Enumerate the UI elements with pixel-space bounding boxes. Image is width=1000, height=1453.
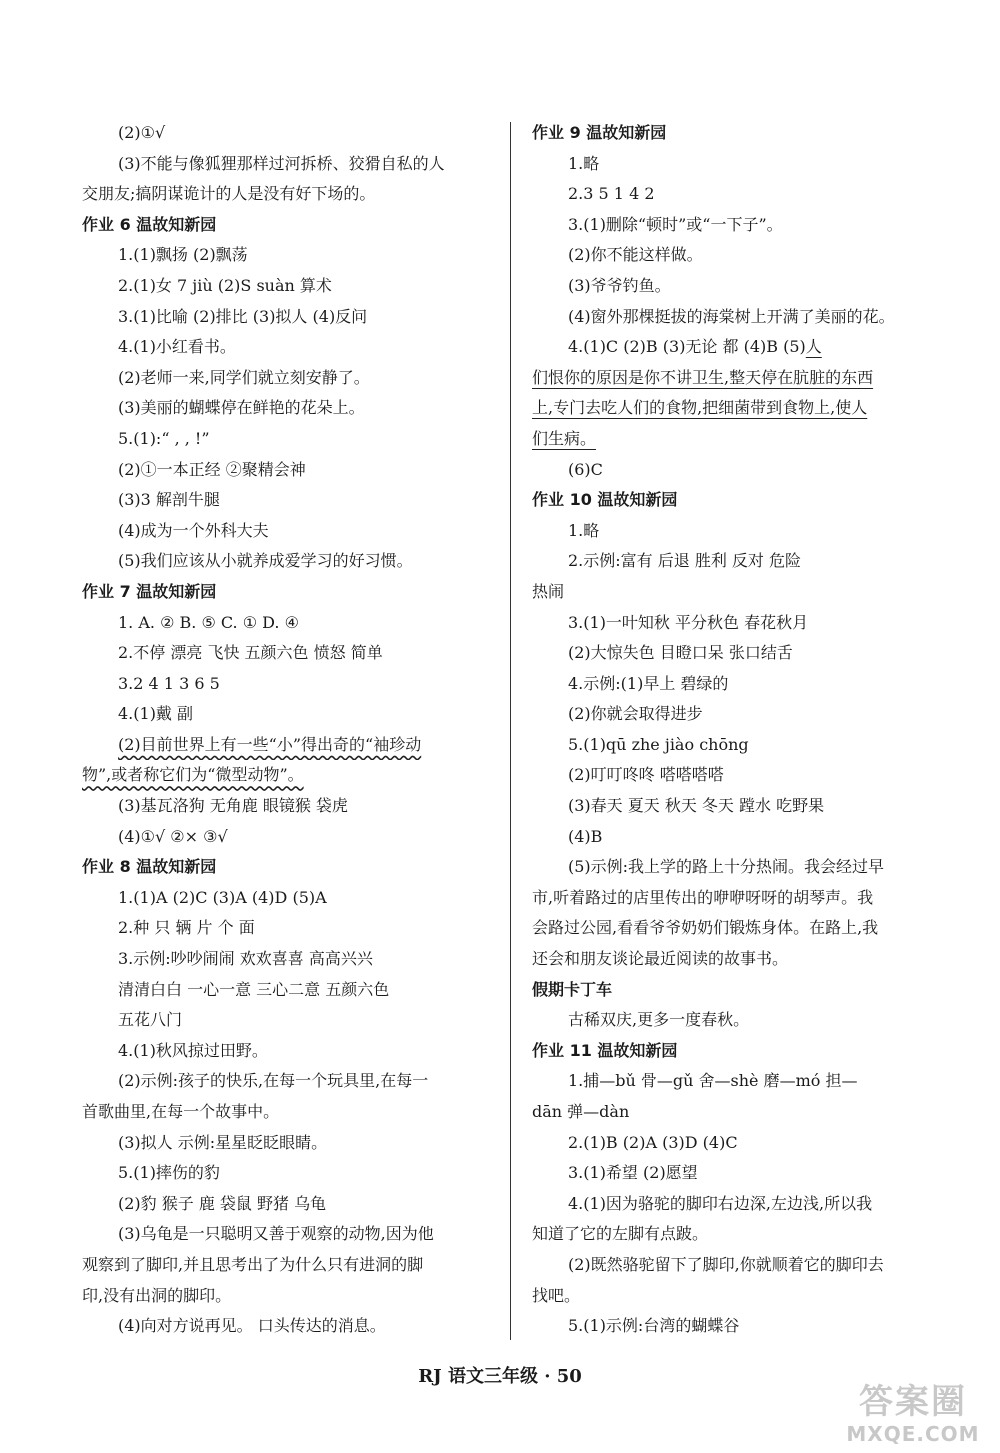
answer-line [532,332,944,363]
answer-line: 五花八门 [118,1010,183,1030]
answer-line: 2.3 5 1 4 2 [568,184,655,204]
section-heading: 假期卡丁车 [532,979,613,999]
section-heading: 作业 6 温故知新园 [82,214,217,234]
answer-text: (2)目前世界上有一些“小”得出奇的“袖珍动 [118,734,422,754]
answer-line: 1.(1)飘扬 (2)飘荡 [118,245,248,265]
answer-line: (2)既然骆驼留下了脚印,你就顺着它的脚印去 [568,1254,884,1274]
section-heading: 作业 10 温故知新园 [532,490,678,510]
answer-text: 4.(1)C (2)B (3)无论 都 (4)B (5) [568,337,806,357]
answer-line: dān 弹—dàn [532,1102,630,1121]
answer-text: 上,专门去吃人们的食物,把细菌带到食物上,使人 [532,398,868,418]
page-footer: RJ 语文三年级 · 50 [418,1366,582,1387]
answer-line: (3)不能与像狐狸那样过河拆桥、狡猾自私的人 [118,153,445,173]
answer-line: 5.(1)摔伤的豹 [118,1163,220,1183]
watermark-title: 答案圈 [859,1382,967,1422]
answer-text: 们恨你的原因是你不讲卫生,整天停在肮脏的东西 [532,367,874,387]
answer-line: 知道了它的左脚有点跛。 [532,1224,709,1244]
answer-line: (2)你就会取得进步 [568,704,703,724]
answer-line: 4.(1)小红看书。 [118,337,236,357]
answer-line: (2)①√ [118,123,166,142]
answer-line: (3)美丽的蝴蝶停在鲜艳的花朵上。 [118,398,365,418]
answer-line: 4.(1)因为骆驼的脚印右边深,左边浅,所以我 [568,1193,873,1213]
answer-line: (5)示例:我上学的路上十分热闹。我会经过早 [568,857,885,877]
answer-line: 2.种 只 辆 片 个 面 [118,918,255,938]
answer-line: (2)叮叮咚咚 嗒嗒嗒嗒 [568,765,724,785]
answer-line: 4.(1)戴 副 [118,704,194,724]
answer-line: (2)老师一来,同学们就立刻安静了。 [118,367,370,387]
answer-line: (3)基瓦洛狗 无角鹿 眼镜猴 袋虎 [118,796,348,816]
section-heading: 作业 8 温故知新园 [82,857,217,877]
answer-line: 3.(1)删除“顿时”或“一下子”。 [568,214,783,234]
answer-line: 3.示例:吵吵闹闹 欢欢喜喜 高高兴兴 [118,949,373,969]
answer-line: 会路过公园,看看爷爷奶奶们锻炼身体。在路上,我 [532,918,879,938]
section-heading: 作业 9 温故知新园 [532,123,667,142]
answer-line [532,424,944,455]
answer-line: 3.(1)比喻 (2)排比 (3)拟人 (4)反问 [118,306,368,326]
answer-line: (4)B [568,826,603,846]
answer-line: 1.捕—bǔ 骨—gǔ 舍—shè 磨—mó 担— [568,1071,858,1091]
answer-line: 印,没有出洞的脚印。 [82,1285,232,1305]
answer-line: (3)春天 夏天 秋天 冬天 蹚水 吃野果 [568,796,825,816]
answer-text: 物”,或者称它们为“微型动物”。 [82,765,304,785]
section-heading: 作业 7 温故知新园 [82,581,217,601]
answer-line: 1.略 [568,520,600,540]
answer-line: (5)我们应该从小就养成爱学习的好习惯。 [118,551,413,571]
answer-line: 观察到了脚印,并且思考出了为什么只有进洞的脚 [82,1254,424,1274]
answer-line: (2)大惊失色 目瞪口呆 张口结舌 [568,643,793,663]
answer-line [532,363,944,394]
answer-line: 市,听着路过的店里传出的咿咿呀呀的胡琴声。我 [532,887,874,907]
answer-line: 5.(1)示例:台湾的蝴蝶谷 [568,1316,740,1336]
answer-line: 3.(1)希望 (2)愿望 [568,1163,698,1183]
answer-line: (2)豹 猴子 鹿 袋鼠 野猪 乌龟 [118,1193,327,1213]
answer-line: 2.不停 漂亮 飞快 五颜六色 愤怒 简单 [118,643,383,663]
answer-line: (4)成为一个外科大夫 [118,520,269,540]
answer-line: (6)C [568,459,603,479]
left-column [82,118,494,1342]
answer-line: 交朋友;搞阴谋诡计的人是没有好下场的。 [82,184,376,204]
answer-line: 1.(1)A (2)C (3)A (4)D (5)A [118,887,327,907]
answer-line [82,730,494,761]
underlined-answer-start: 人 [805,337,822,357]
answer-line: (2)你不能这样做。 [568,245,703,265]
answer-text: 们生病。 [532,428,597,448]
section-heading: 作业 11 温故知新园 [532,1040,678,1060]
answer-line: 古稀双庆,更多一度春秋。 [568,1010,750,1030]
answer-line: 3.(1)一叶知秋 平分秋色 春花秋月 [568,612,809,632]
answer-line: 热闹 [532,581,565,601]
answer-line: (2)示例:孩子的快乐,在每一个玩具里,在每一 [118,1071,429,1091]
answer-line: (2)①一本正经 ②聚精会神 [118,459,306,479]
answer-line: (3)爷爷钓鱼。 [568,275,671,295]
answer-line: 4.(1)秋风掠过田野。 [118,1040,268,1060]
answer-line: 1. A. ② B. ⑤ C. ① D. ④ [118,612,299,632]
answer-line: (3)3 解剖牛腿 [118,490,220,510]
answer-line: (4)窗外那棵挺拔的海棠树上开满了美丽的花。 [568,306,895,326]
answer-line: 清清白白 一心一意 三心二意 五颜六色 [118,979,390,999]
answer-line: 2.(1)女 7 jiù (2)S suàn 算术 [118,275,332,295]
answer-line: 找吧。 [532,1285,581,1305]
answer-line: 5.(1):“ , , !” [118,428,210,448]
watermark-logo [840,1382,986,1450]
answer-line: (3)乌龟是一只聪明又善于观察的动物,因为他 [118,1224,434,1244]
answer-line [82,760,494,791]
answer-line: 5.(1)qū zhe jiào chōng [568,734,749,754]
watermark-url: MXQE.COM [846,1422,980,1446]
answer-line: (4)①√ ②× ③√ [118,826,228,846]
answer-line: 2.示例:富有 后退 胜利 反对 危险 [568,551,802,571]
column-divider [510,122,511,1340]
answer-line [532,393,944,424]
right-column [532,118,944,1342]
answer-line: (3)拟人 示例:星星眨眨眼睛。 [118,1132,328,1152]
answer-line: 首歌曲里,在每一个故事中。 [82,1102,280,1121]
answer-line: 1.略 [568,153,600,173]
answer-line: 2.(1)B (2)A (3)D (4)C [568,1132,738,1152]
answer-line: (4)向对方说再见。 口头传达的消息。 [118,1316,386,1336]
answer-line: 3.2 4 1 3 6 5 [118,673,220,693]
answer-line: 还会和朋友谈论最近阅读的故事书。 [532,949,789,969]
answer-line: 4.示例:(1)早上 碧绿的 [568,673,729,693]
